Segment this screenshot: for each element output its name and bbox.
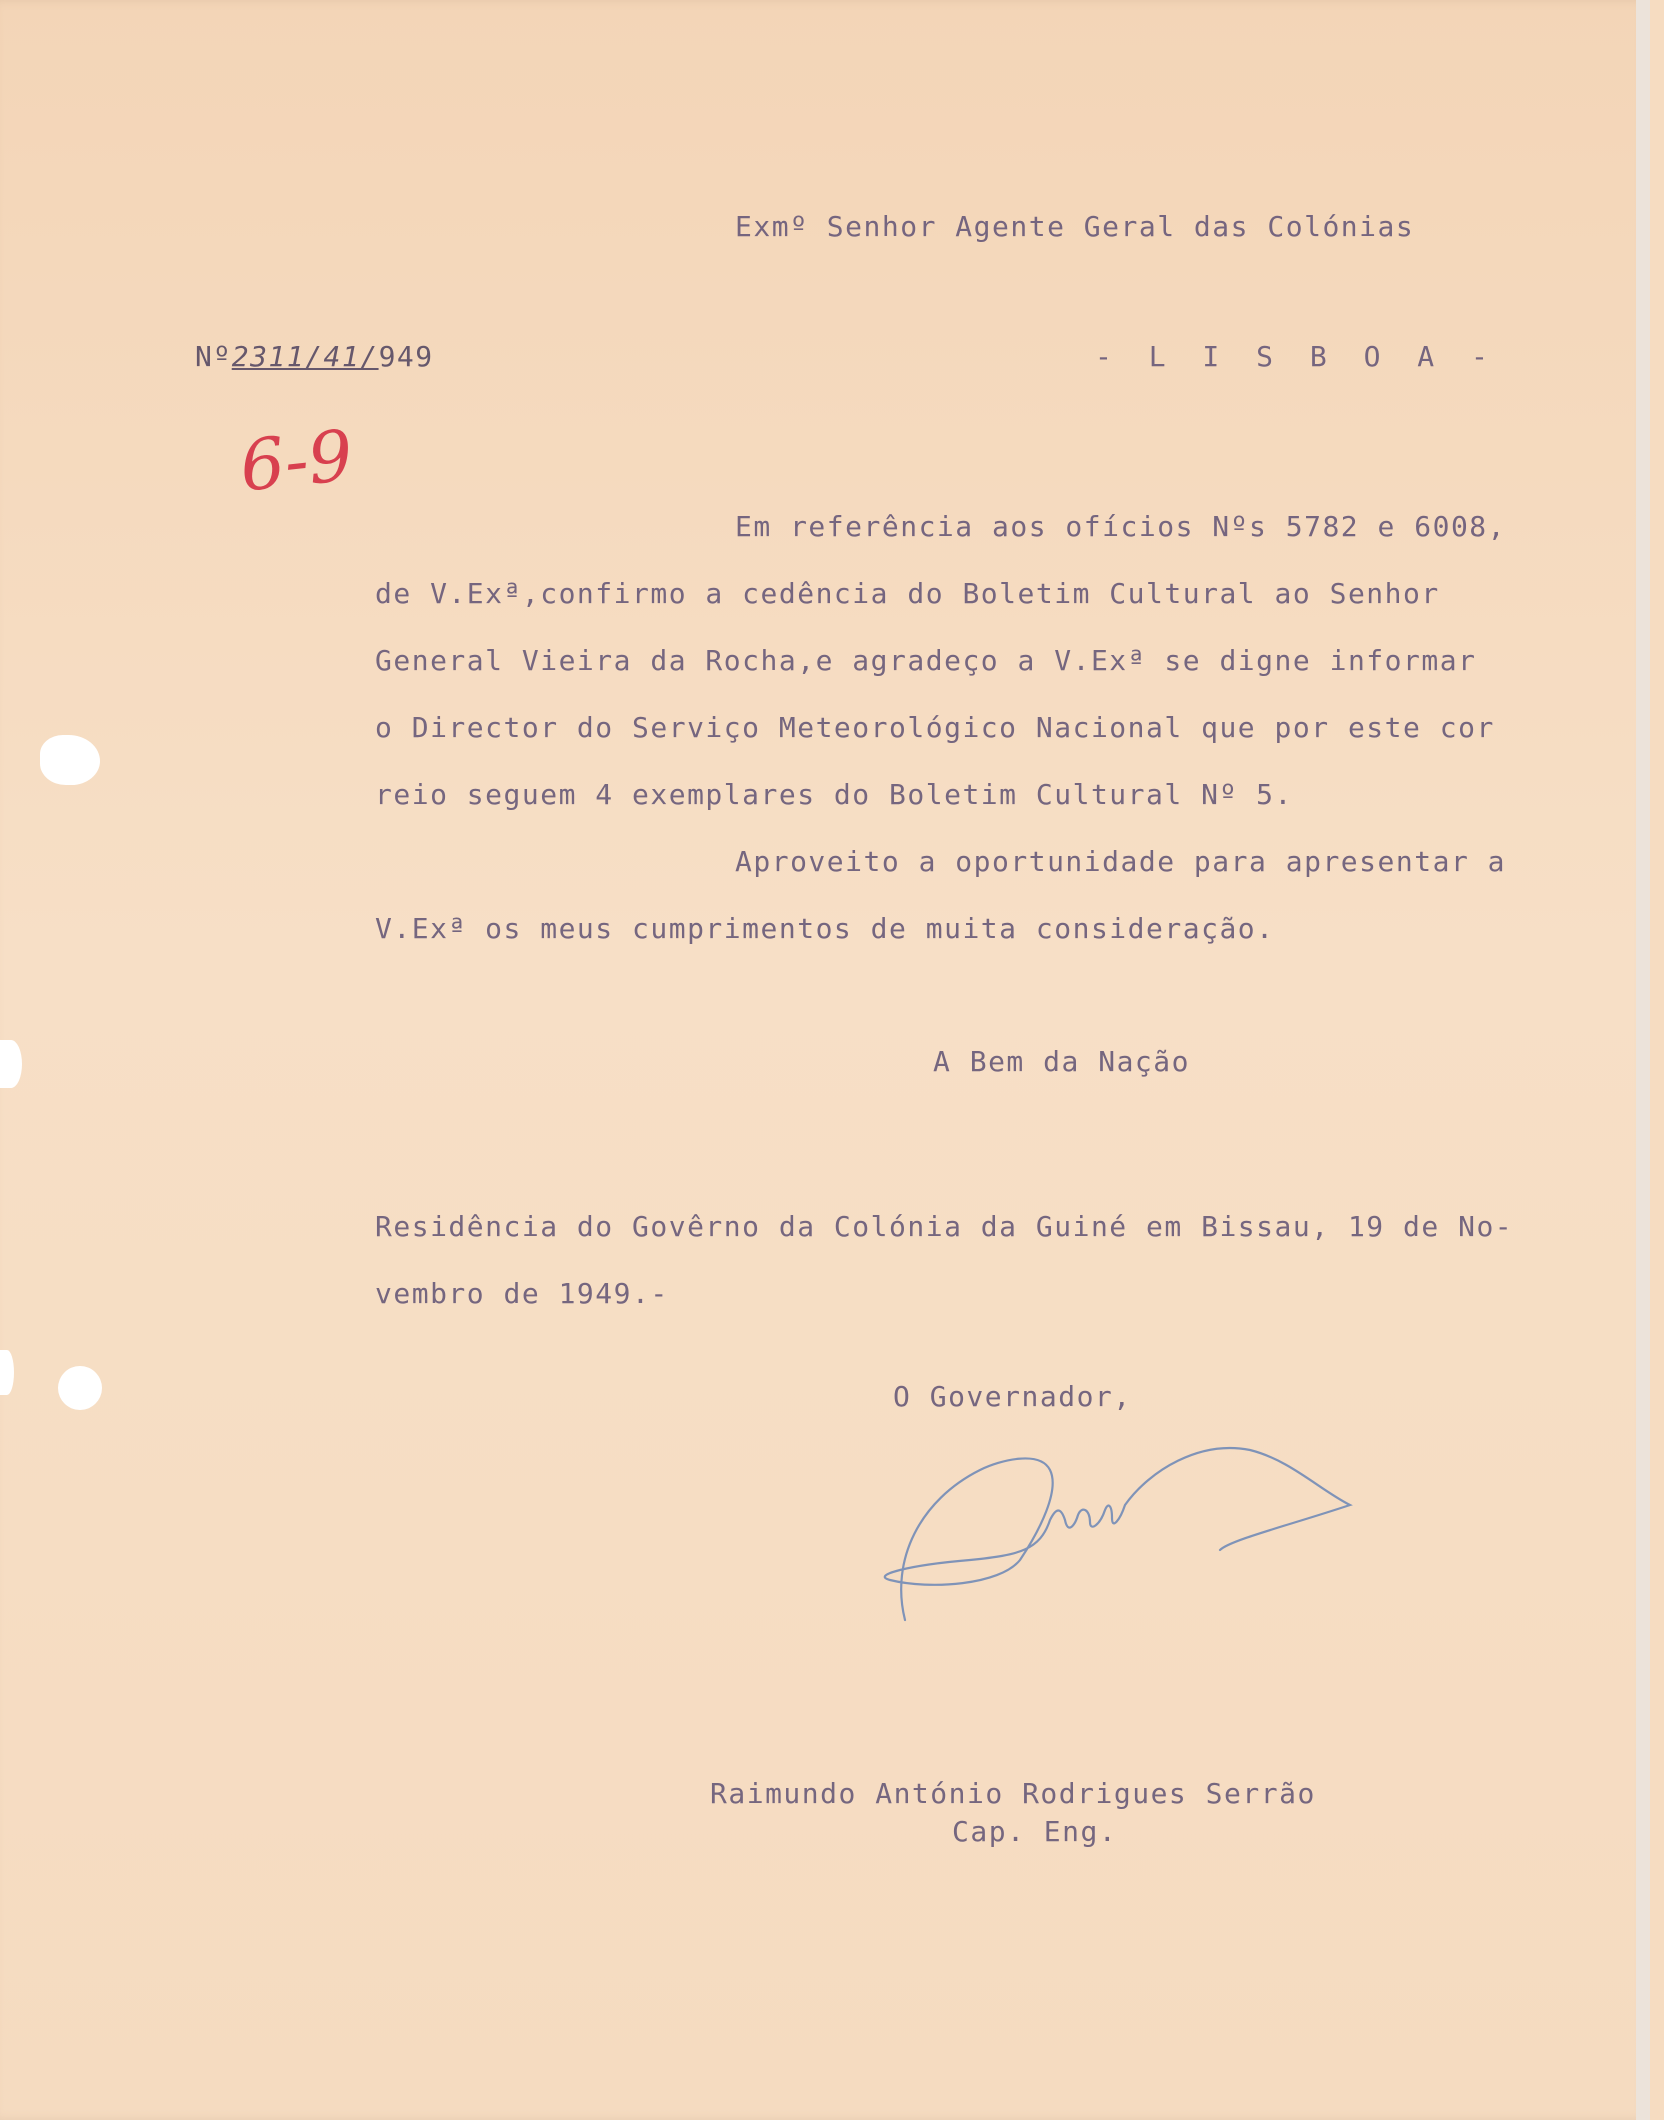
body-line: o Director do Serviço Meteorológico Nacional que por este cor — [375, 711, 1495, 744]
punch-tear — [0, 1350, 14, 1395]
body-line: General Vieira da Rocha,e agradeço a V.Exª se digne informar — [375, 644, 1477, 677]
handwritten-note: 6-9 — [236, 414, 357, 508]
page-edge — [1636, 0, 1650, 2120]
reference-year: 949 — [378, 340, 434, 373]
body-line: de V.Exª,confirmo a cedência do Boletim Cultural ao Senhor — [375, 577, 1440, 610]
reference-prefix: Nº — [195, 340, 232, 373]
punch-tear — [0, 1040, 22, 1088]
body-line: reio seguem 4 exemplares do Boletim Cultural Nº 5. — [375, 778, 1293, 811]
reference-number — [195, 340, 434, 373]
punch-hole — [58, 1366, 102, 1410]
reference-number-handwritten: 2311/41/ — [231, 340, 379, 373]
residence-line: vembro de 1949.- — [375, 1277, 669, 1310]
signatory-name: Raimundo António Rodrigues Serrão — [710, 1777, 1316, 1810]
residence-line: Residência do Govêrno da Colónia da Guiné em Bissau, 19 de No- — [375, 1210, 1514, 1243]
closing: A Bem da Nação — [933, 1045, 1191, 1078]
punch-tear — [40, 735, 100, 785]
signature — [850, 1410, 1410, 1630]
addressee: Exmº Senhor Agente Geral das Colónias — [735, 210, 1415, 243]
body-line: Em referência aos ofícios Nºs 5782 e 6008, — [735, 510, 1507, 543]
signatory-rank: Cap. Eng. — [952, 1815, 1118, 1848]
body-line: Aproveito a oportunidade para apresentar a — [735, 845, 1507, 878]
city: - L I S B O A - — [1095, 340, 1498, 373]
body-line: V.Exª os meus cumprimentos de muita consideração. — [375, 912, 1275, 945]
signatory-title: O Governador, — [893, 1380, 1132, 1413]
